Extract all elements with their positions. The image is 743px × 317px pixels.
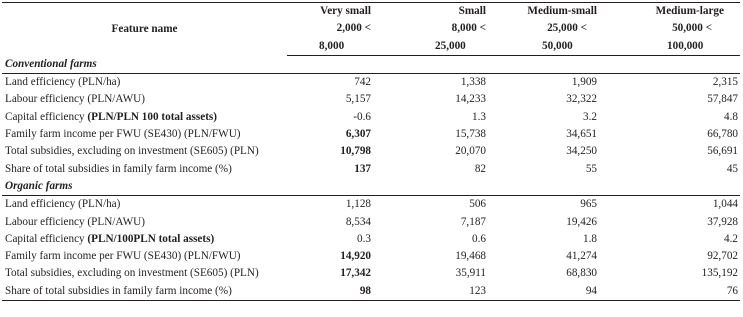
table-cell: 137 xyxy=(354,162,371,175)
row-label xyxy=(2,231,287,248)
row-label: Family farm income per FWU (SE430) (PLN/FWU) xyxy=(5,250,241,263)
header-row-names xyxy=(2,3,740,21)
upper-bound-small: 25,000 xyxy=(373,38,488,56)
table-row xyxy=(2,214,740,231)
lower-bound-very-small: 2,000 < xyxy=(336,22,371,35)
row-label: Land efficiency (PLN/ha) xyxy=(5,198,121,211)
table-cell: 10,798 xyxy=(340,145,371,158)
table-cell: 34,250 xyxy=(566,145,597,158)
lower-bound-small: 8,000 < xyxy=(451,22,486,35)
row-label: Land efficiency (PLN/ha) xyxy=(5,76,121,89)
upper-bound-medium-small: 50,000 xyxy=(488,38,599,56)
table-cell: 34,651 xyxy=(566,128,597,141)
row-label: Total subsidies, excluding on investment (SE605) (PLN) xyxy=(5,267,259,280)
table-cell: 19,468 xyxy=(455,250,486,263)
table-cell: 45 xyxy=(726,162,738,175)
row-label-part: Capital efficiency xyxy=(5,232,88,245)
table-cell: 98 xyxy=(287,283,373,301)
table-cell: 82 xyxy=(474,162,486,175)
table-row xyxy=(2,91,740,108)
table-row xyxy=(2,109,740,126)
row-label: Share of total subsidies in family farm income (%) xyxy=(5,162,232,175)
row-label: Total subsidies, excluding on investment (SE605) (PLN) xyxy=(5,145,259,158)
upper-bound-very-small: 8,000 xyxy=(287,38,373,56)
table-cell: 14,920 xyxy=(340,250,371,263)
row-label: Labour efficiency (PLN/AWU) xyxy=(5,93,145,106)
row-label-unit: (PLN/100PLN total assets) xyxy=(87,232,215,245)
table-cell: 1.8 xyxy=(583,232,597,245)
table-cell: 68,830 xyxy=(566,267,597,280)
table-cell: 135,192 xyxy=(701,267,738,280)
table-cell: -0.6 xyxy=(353,110,371,123)
table-cell: 55 xyxy=(585,162,597,175)
table-cell: 15,738 xyxy=(455,128,486,141)
row-label: Share of total subsidies in family farm income (%) xyxy=(2,283,287,301)
table-cell: 8,534 xyxy=(345,215,371,228)
row-label: Labour efficiency (PLN/AWU) xyxy=(5,215,145,228)
table-cell: 41,274 xyxy=(566,250,597,263)
table-cell: 6,307 xyxy=(345,128,371,141)
table-row xyxy=(2,126,740,143)
table-cell: 57,847 xyxy=(707,93,738,106)
table-cell: 4.2 xyxy=(724,232,738,245)
table-row xyxy=(2,161,740,178)
column-header-very-small: Very small xyxy=(287,3,373,21)
table-cell: 20,070 xyxy=(455,145,486,158)
table-row xyxy=(2,231,740,248)
lower-bound-medium-large: 50,000 < xyxy=(672,22,712,35)
table-cell: 92,702 xyxy=(707,250,738,263)
table-cell: 506 xyxy=(469,198,486,211)
table-cell: 1,044 xyxy=(712,198,738,211)
table-cell: 56,691 xyxy=(707,145,738,158)
row-label xyxy=(2,109,287,126)
table-cell: 32,322 xyxy=(566,93,597,106)
table-cell: 0.3 xyxy=(357,232,371,245)
table-cell: 3.2 xyxy=(583,110,597,123)
table-cell: 37,928 xyxy=(707,215,738,228)
table-cell: 19,426 xyxy=(566,215,597,228)
table-row xyxy=(2,265,740,282)
row-label: Family farm income per FWU (SE430) (PLN/FWU) xyxy=(5,128,241,141)
group-row-organic xyxy=(2,178,740,196)
table-cell: 4.8 xyxy=(724,110,738,123)
table-row xyxy=(2,248,740,265)
lower-bound-medium-small: 25,000 < xyxy=(547,22,587,35)
table-row xyxy=(2,196,740,214)
farm-efficiency-table xyxy=(2,2,740,301)
feature-name-header: Feature name xyxy=(2,3,287,56)
table-cell: 2,315 xyxy=(712,76,738,89)
row-label-unit: (PLN/PLN 100 total assets) xyxy=(87,110,217,123)
table-cell: 965 xyxy=(580,198,597,211)
table-row xyxy=(2,283,740,301)
column-header-medium-small: Medium-small xyxy=(488,3,599,21)
table-cell: 66,780 xyxy=(707,128,738,141)
table-cell: 94 xyxy=(488,283,599,301)
group-title-organic: Organic farms xyxy=(2,178,740,196)
table-cell: 1,128 xyxy=(345,198,371,211)
row-label-part: Capital efficiency xyxy=(5,110,88,123)
group-title-conventional: Conventional farms xyxy=(2,55,740,73)
upper-bound-medium-large: 100,000 xyxy=(599,38,740,56)
table-cell: 14,233 xyxy=(455,93,486,106)
table-cell: 1.3 xyxy=(472,110,486,123)
table-cell: 5,157 xyxy=(345,93,371,106)
table-row xyxy=(2,143,740,160)
table-cell: 1,338 xyxy=(460,76,486,89)
table-cell: 123 xyxy=(373,283,488,301)
table-cell: 742 xyxy=(354,76,371,89)
group-row-conventional xyxy=(2,55,740,73)
table-cell: 76 xyxy=(599,283,740,301)
table-cell: 35,911 xyxy=(455,267,486,280)
table-cell: 7,187 xyxy=(460,215,486,228)
table-row xyxy=(2,74,740,92)
table-cell: 1,909 xyxy=(571,76,597,89)
column-header-small: Small xyxy=(373,3,488,21)
column-header-medium-large: Medium-large xyxy=(599,3,740,21)
table-cell: 0.6 xyxy=(472,232,486,245)
table-cell: 17,342 xyxy=(340,267,371,280)
